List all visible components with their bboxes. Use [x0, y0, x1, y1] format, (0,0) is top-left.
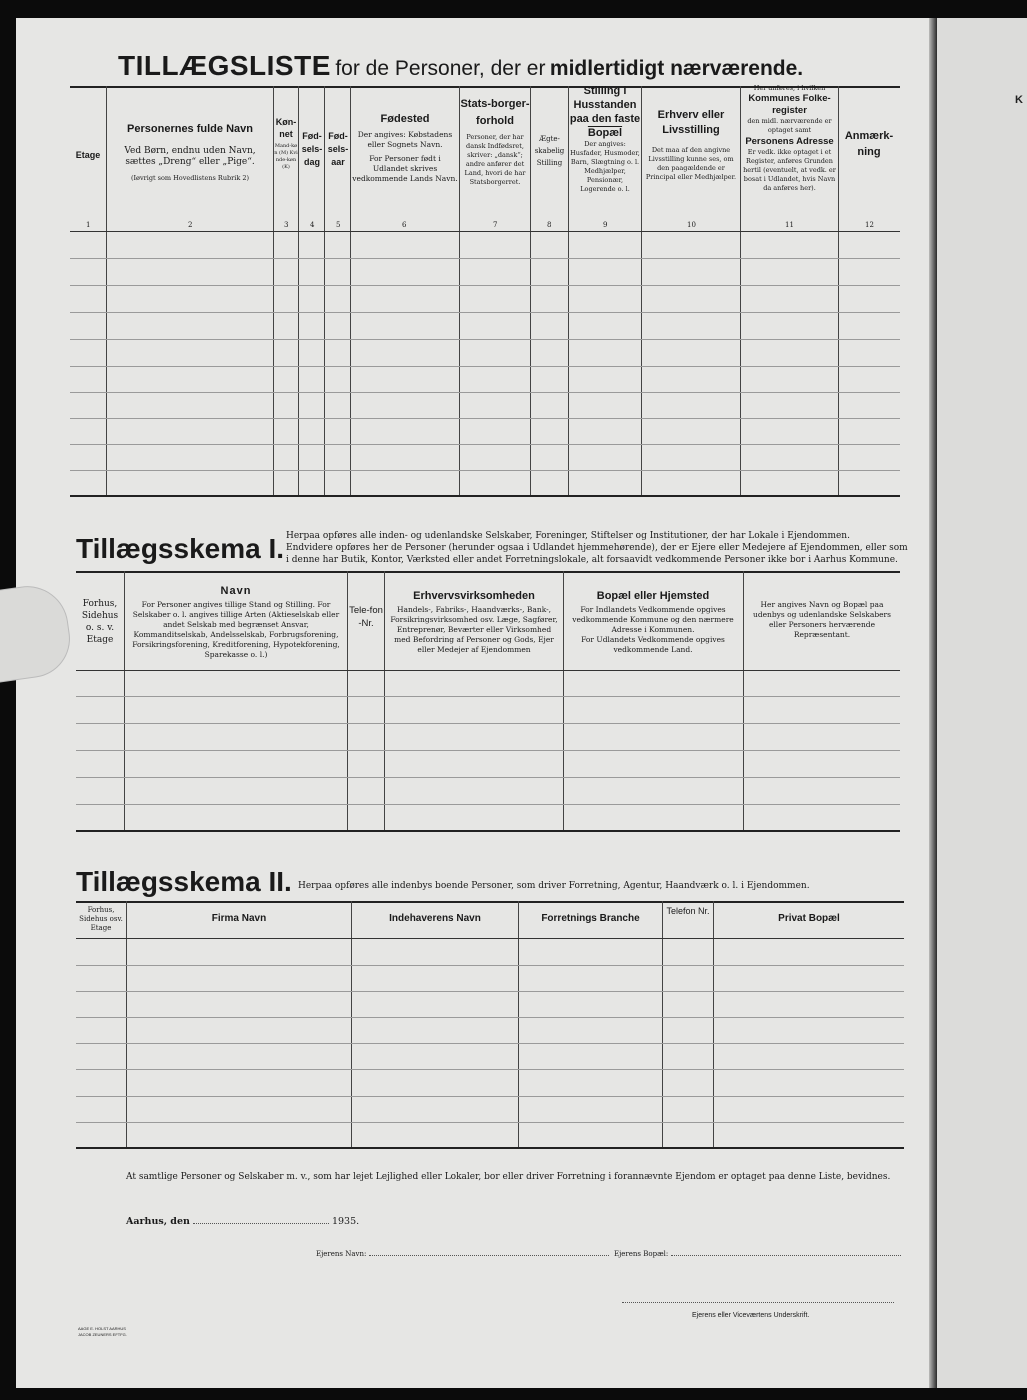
skema1-col-repraesentant: Her angives Navn og Bopæl paa udenbys og udenlandske Selskabers eller Personers herværende Repræsentant.	[752, 600, 891, 639]
skema2-col-telefon: Telefon Nr.	[666, 906, 710, 916]
page-gutter	[929, 18, 937, 1388]
attestation-statement: At samtlige Personer og Selskaber m. v., som har lejet Lejlighed eller Lokaler, bor eller driver Forretning i forannævnte Ejendom er optaget paa denne Liste, bevidnes.	[126, 1172, 891, 1182]
col-statsborger-header: Stats-borger-forhold Personer, der har dansk Indfødsret, skriver: „dansk“; andre anfører det Land, hvori de har Statsborgerret.	[460, 98, 530, 186]
table-row	[76, 1069, 904, 1070]
table-row	[70, 285, 900, 286]
skema2-col-privat-bopael: Privat Bopæl	[778, 913, 840, 924]
col-anmaerkning-header: Anmærk-ning	[844, 130, 894, 158]
col-folkeregister-header: Her anføres, i hvilken Kommunes Folke-register den midl. nærværende er optaget samt Personens Adresse Er vedk. ikke optaget i et Register, anføres Grunden hertil (eventuelt, at vedk. er bosat i Udlandet, hvis Navn da anføres her).	[743, 84, 836, 192]
table-row	[76, 1043, 904, 1044]
col-number: 11	[785, 221, 794, 229]
table-row	[76, 723, 900, 724]
table-row	[70, 444, 900, 445]
col-navn-header: Personernes fulde Navn Ved Børn, endnu uden Navn, sættes „Dreng“ eller „Pige“. (Iøvrigt som Hovedlistens Rubrik 2)	[124, 123, 256, 182]
skema1-col-bopael: Bopæl eller Hjemsted For Indlandets Vedkommende opgives vedkommende Kommune og den nærmere Adresse i Kommunen. For Udlandets Vedkommende opgives vedkommende Land.	[572, 590, 734, 654]
col-number: 10	[687, 221, 696, 229]
col-koen-header: Køn-net Mand-køn (M) Kvinde-køn (K)	[274, 117, 298, 170]
col-etage-header: Etage	[75, 150, 101, 160]
col-number: 6	[402, 221, 407, 229]
col-number: 4	[310, 221, 315, 229]
skema2-intro: Herpaa opføres alle indenbys boende Personer, som driver Forretning, Agentur, Haandværk o. l. i Ejendommen.	[298, 881, 810, 891]
col-number: 5	[336, 221, 341, 229]
adjacent-page	[937, 18, 1027, 1388]
owner-address-field[interactable]	[671, 1255, 901, 1256]
table-row	[70, 470, 900, 471]
owner-name-line: Ejerens Navn:	[316, 1250, 609, 1258]
skema1-intro-line1: Herpaa opføres alle inden- og udenlandske Selskaber, Foreninger, Stiftelser og Institutioner, der har Lokale i Ejendommen.	[286, 531, 850, 541]
skema1-intro-line2: Endvidere opføres her de Personer (herunder ogsaa i Udlandet hjemmehørende), der er Ejere eller Medejere af Ejendommen, eller som	[286, 543, 908, 553]
col-foedselsdag-header: Fød-sels-dag	[301, 131, 323, 167]
page-title: TILLÆGSLISTE for de Personer, der er midlertidigt nærværende.	[118, 50, 804, 81]
col-foedested-header: Fødested Der angives: Købstadens eller Sognets Navn. For Personer født i Udlandet skrives vedkommende Lands Navn.	[352, 113, 458, 183]
skema2-col-indehaver: Indehaverens Navn	[389, 913, 481, 924]
table-row	[70, 366, 900, 367]
table-row	[76, 777, 900, 778]
col-erhverv-header: Erhverv eller Livsstilling Det maa af den angivne Livsstilling kunne ses, om den paagældende er Principal eller Medhjælper.	[645, 109, 737, 181]
skema1-title: Tillægsskema I.	[76, 533, 285, 564]
col-number: 1	[86, 221, 91, 229]
signature-field[interactable]	[622, 1302, 894, 1303]
col-husstand-header: Stilling i Husstanden paa den faste Bopæl Der angives: Husfader, Husmoder, Barn, Slægtning o. l. Medhjælper, Pensionær, Logerende o. l.	[569, 85, 641, 193]
table-row	[70, 258, 900, 259]
table-row	[76, 1096, 904, 1097]
date-line: Aarhus, den 1935.	[126, 1216, 360, 1227]
adjacent-page-text: K	[1015, 94, 1023, 106]
skema2-title: Tillægsskema II.	[76, 866, 292, 897]
table-row	[76, 991, 904, 992]
skema1-col-etage: Forhus, Sidehus o. s. v. Etage	[81, 599, 119, 645]
col-number: 3	[284, 221, 289, 229]
table-row	[70, 418, 900, 419]
col-number: 7	[493, 221, 498, 229]
table-row	[76, 750, 900, 751]
skema1-col-erhverv: Erhvervsvirksomheden Handels-, Fabriks-, Haandværks-, Bank-, Forsikringsvirksomhed osv. Læge, Sagfører, Entreprenør, Beværter eller Virksomhed med Befordring af Personer og Gods, Ejer eller Medejer af Ejendommen	[390, 590, 558, 654]
owner-address-line: Ejerens Bopæl:	[614, 1250, 901, 1258]
table-row	[76, 965, 904, 966]
owner-name-field[interactable]	[369, 1255, 609, 1256]
skema1-intro-line3: i denne har Butik, Kontor, Værksted eller andet Forretningslokale, alt forsaavidt vedkommende Personer ikke bor i Aarhus Kommune.	[286, 555, 898, 565]
skema2-col-etage: Forhus, Sidehus osv. Etage	[79, 906, 123, 932]
table-row	[70, 339, 900, 340]
table-row	[70, 312, 900, 313]
printer-imprint: AAGE E. HOLST AARHUS JACOB ZEUNERS EFTFG.	[78, 1326, 127, 1337]
col-aegteskab-header: Ægte-skabelig Stilling	[534, 135, 565, 167]
col-number: 8	[547, 221, 552, 229]
skema2-col-branche: Forretnings Branche	[541, 913, 640, 924]
date-field[interactable]	[193, 1223, 329, 1224]
skema1-col-telefon: Tele-fon-Nr.	[349, 605, 383, 629]
table-row	[76, 1122, 904, 1123]
skema2-col-firma: Firma Navn	[211, 913, 267, 924]
table-row	[70, 392, 900, 393]
col-number: 9	[603, 221, 608, 229]
col-foedselsaar-header: Fød-sels-aar	[327, 131, 349, 167]
table-row	[76, 804, 900, 805]
col-number: 2	[188, 221, 193, 229]
table-row	[76, 696, 900, 697]
signature-label: Ejerens eller Viceværtens Underskrift.	[692, 1312, 810, 1319]
skema1-col-navn: Navn For Personer angives tillige Stand og Stilling. For Selskaber o. l. angives tillige Arten (Aktieselskab eller andet Selskab med begrænset Ansvar, Kommanditselskab, Andelsselskab, Forbrugsforening, Forsikringsforening, Kreditforening, Hypotekforening, Sparekasse o. l.)	[132, 585, 340, 659]
col-number: 12	[865, 221, 874, 229]
table-row	[76, 1017, 904, 1018]
